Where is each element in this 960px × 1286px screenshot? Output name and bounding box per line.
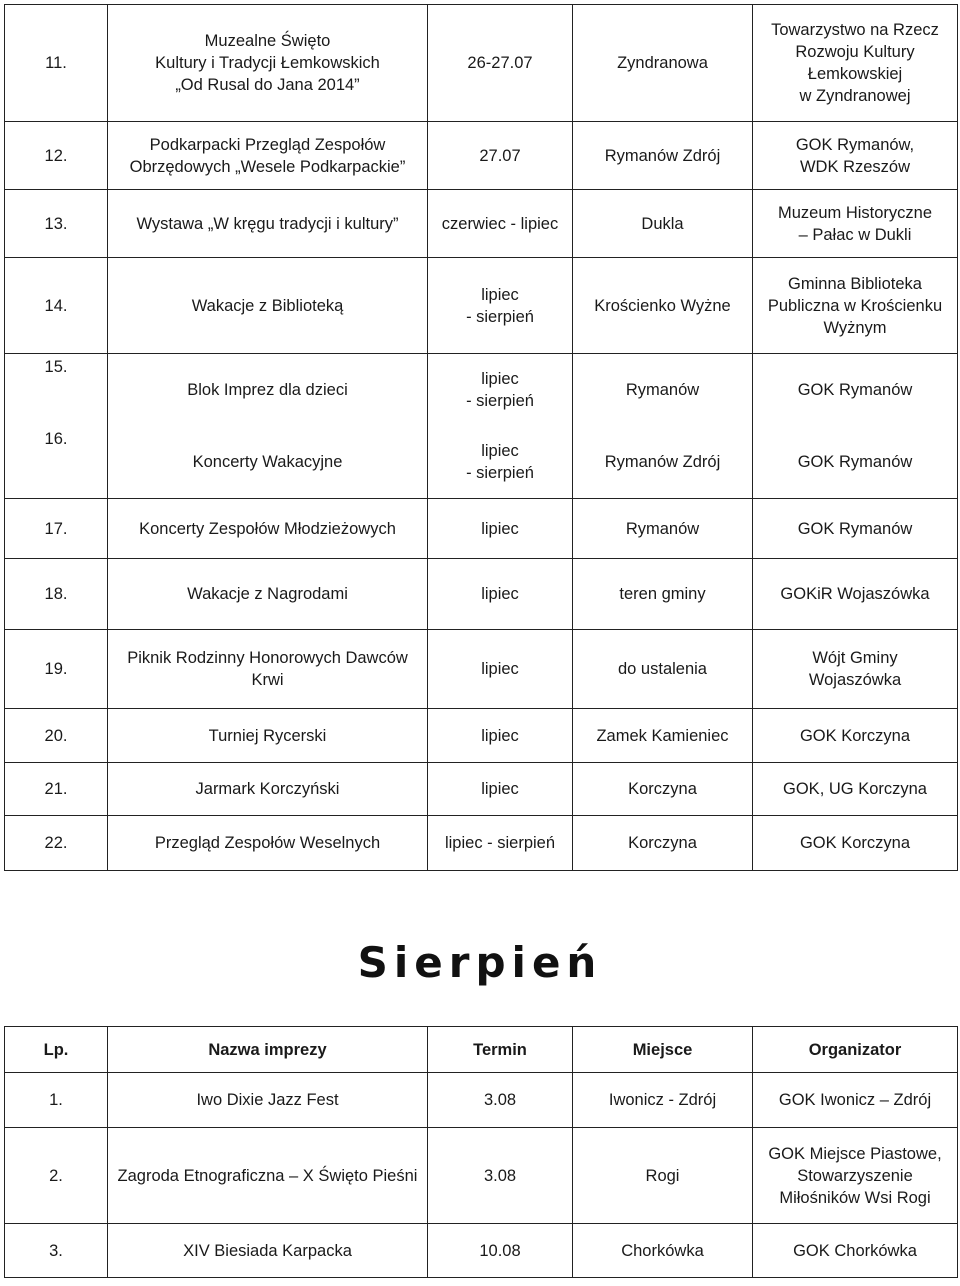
table-row <box>5 258 958 354</box>
event-place: Iwonicz - Zdrój <box>573 1073 753 1128</box>
event-place: Korczyna <box>573 816 753 871</box>
row-number: 12. <box>5 122 108 190</box>
row-number: 11. <box>5 5 108 122</box>
event-name: Wakacje z Nagrodami <box>108 559 428 630</box>
header-name: Nazwa imprezy <box>108 1027 428 1073</box>
header-place: Miejsce <box>573 1027 753 1073</box>
event-date: 26-27.07 <box>428 5 573 122</box>
event-name: Jarmark Korczyński <box>108 763 428 816</box>
month-heading: Sierpień <box>357 938 603 987</box>
event-place: Dukla <box>573 190 753 258</box>
row-number: 3. <box>5 1224 108 1278</box>
event-date: lipiec <box>428 630 573 709</box>
event-date: 3.08 <box>428 1128 573 1224</box>
event-organizer: GOK Rymanów <box>753 426 958 499</box>
row-number: 13. <box>5 190 108 258</box>
table-row <box>5 354 958 426</box>
row-number: 22. <box>5 816 108 871</box>
row-number: 2. <box>5 1128 108 1224</box>
event-organizer: Towarzystwo na Rzecz Rozwoju Kultury Łemkowskiej w Zyndranowej <box>753 5 958 122</box>
header-date: Termin <box>428 1027 573 1073</box>
table-row <box>5 1073 958 1128</box>
table-row <box>5 426 958 499</box>
event-name: XIV Biesiada Karpacka <box>108 1224 428 1278</box>
event-organizer: GOK Miejsce Piastowe, Stowarzyszenie Miłośników Wsi Rogi <box>753 1128 958 1224</box>
events-table-august <box>4 1026 958 1278</box>
header-organizer: Organizator <box>753 1027 958 1073</box>
event-organizer: GOKiR Wojaszówka <box>753 559 958 630</box>
event-name: Muzealne Święto Kultury i Tradycji Łemkowskich „Od Rusal do Jana 2014” <box>108 5 428 122</box>
event-organizer: GOK Korczyna <box>753 709 958 763</box>
event-place: Rogi <box>573 1128 753 1224</box>
table-row <box>5 816 958 871</box>
table-row <box>5 1224 958 1278</box>
event-date: 10.08 <box>428 1224 573 1278</box>
event-place: Zyndranowa <box>573 5 753 122</box>
event-date: lipiec <box>428 499 573 559</box>
table-row <box>5 630 958 709</box>
event-name: Zagroda Etnograficzna – X Święto Pieśni <box>108 1128 428 1224</box>
event-date: lipiec - sierpień <box>428 426 573 499</box>
row-number: 20. <box>5 709 108 763</box>
event-name: Iwo Dixie Jazz Fest <box>108 1073 428 1128</box>
table-row <box>5 1128 958 1224</box>
event-place: Krościenko Wyżne <box>573 258 753 354</box>
event-name: Przegląd Zespołów Weselnych <box>108 816 428 871</box>
table-row <box>5 763 958 816</box>
event-place: Rymanów <box>573 354 753 426</box>
header-lp: Lp. <box>5 1027 108 1073</box>
event-name: Blok Imprez dla dzieci <box>108 354 428 426</box>
row-number: 18. <box>5 559 108 630</box>
event-name: Wakacje z Biblioteką <box>108 258 428 354</box>
event-date: 3.08 <box>428 1073 573 1128</box>
event-name: Koncerty Zespołów Młodzieżowych <box>108 499 428 559</box>
event-date: lipiec <box>428 763 573 816</box>
event-date: 27.07 <box>428 122 573 190</box>
event-organizer: Muzeum Historyczne – Pałac w Dukli <box>753 190 958 258</box>
event-organizer: GOK Chorkówka <box>753 1224 958 1278</box>
event-date: czerwiec - lipiec <box>428 190 573 258</box>
row-number: 19. <box>5 630 108 709</box>
event-place: Chorkówka <box>573 1224 753 1278</box>
event-name: Turniej Rycerski <box>108 709 428 763</box>
events-table-july <box>4 4 958 871</box>
event-organizer: GOK Iwonicz – Zdrój <box>753 1073 958 1128</box>
event-place: do ustalenia <box>573 630 753 709</box>
event-place: Rymanów Zdrój <box>573 426 753 499</box>
event-organizer: GOK Rymanów <box>753 354 958 426</box>
event-name: Wystawa „W kręgu tradycji i kultury” <box>108 190 428 258</box>
event-organizer: GOK Rymanów <box>753 499 958 559</box>
event-date: lipiec - sierpień <box>428 354 573 426</box>
event-place: Rymanów <box>573 499 753 559</box>
event-organizer: Wójt Gminy Wojaszówka <box>753 630 958 709</box>
event-date: lipiec - sierpień <box>428 816 573 871</box>
table-row <box>5 559 958 630</box>
event-place: Korczyna <box>573 763 753 816</box>
row-number: 16. <box>5 426 108 499</box>
event-organizer: GOK, UG Korczyna <box>753 763 958 816</box>
row-number: 15. <box>5 354 108 426</box>
row-number: 1. <box>5 1073 108 1128</box>
event-name: Podkarpacki Przegląd Zespołów Obrzędowych „Wesele Podkarpackie” <box>108 122 428 190</box>
event-place: teren gminy <box>573 559 753 630</box>
row-number: 17. <box>5 499 108 559</box>
event-place: Zamek Kamieniec <box>573 709 753 763</box>
table-row <box>5 499 958 559</box>
row-number: 14. <box>5 258 108 354</box>
event-date: lipiec <box>428 709 573 763</box>
row-number: 21. <box>5 763 108 816</box>
table-row <box>5 709 958 763</box>
event-date: lipiec - sierpień <box>428 258 573 354</box>
event-place: Rymanów Zdrój <box>573 122 753 190</box>
table-header-row <box>5 1027 958 1073</box>
table-row <box>5 190 958 258</box>
table-row <box>5 122 958 190</box>
event-name: Koncerty Wakacyjne <box>108 426 428 499</box>
table-row <box>5 5 958 122</box>
event-name: Piknik Rodzinny Honorowych Dawców Krwi <box>108 630 428 709</box>
event-organizer: GOK Rymanów, WDK Rzeszów <box>753 122 958 190</box>
event-organizer: GOK Korczyna <box>753 816 958 871</box>
event-organizer: Gminna Biblioteka Publiczna w Krościenku Wyżnym <box>753 258 958 354</box>
event-date: lipiec <box>428 559 573 630</box>
